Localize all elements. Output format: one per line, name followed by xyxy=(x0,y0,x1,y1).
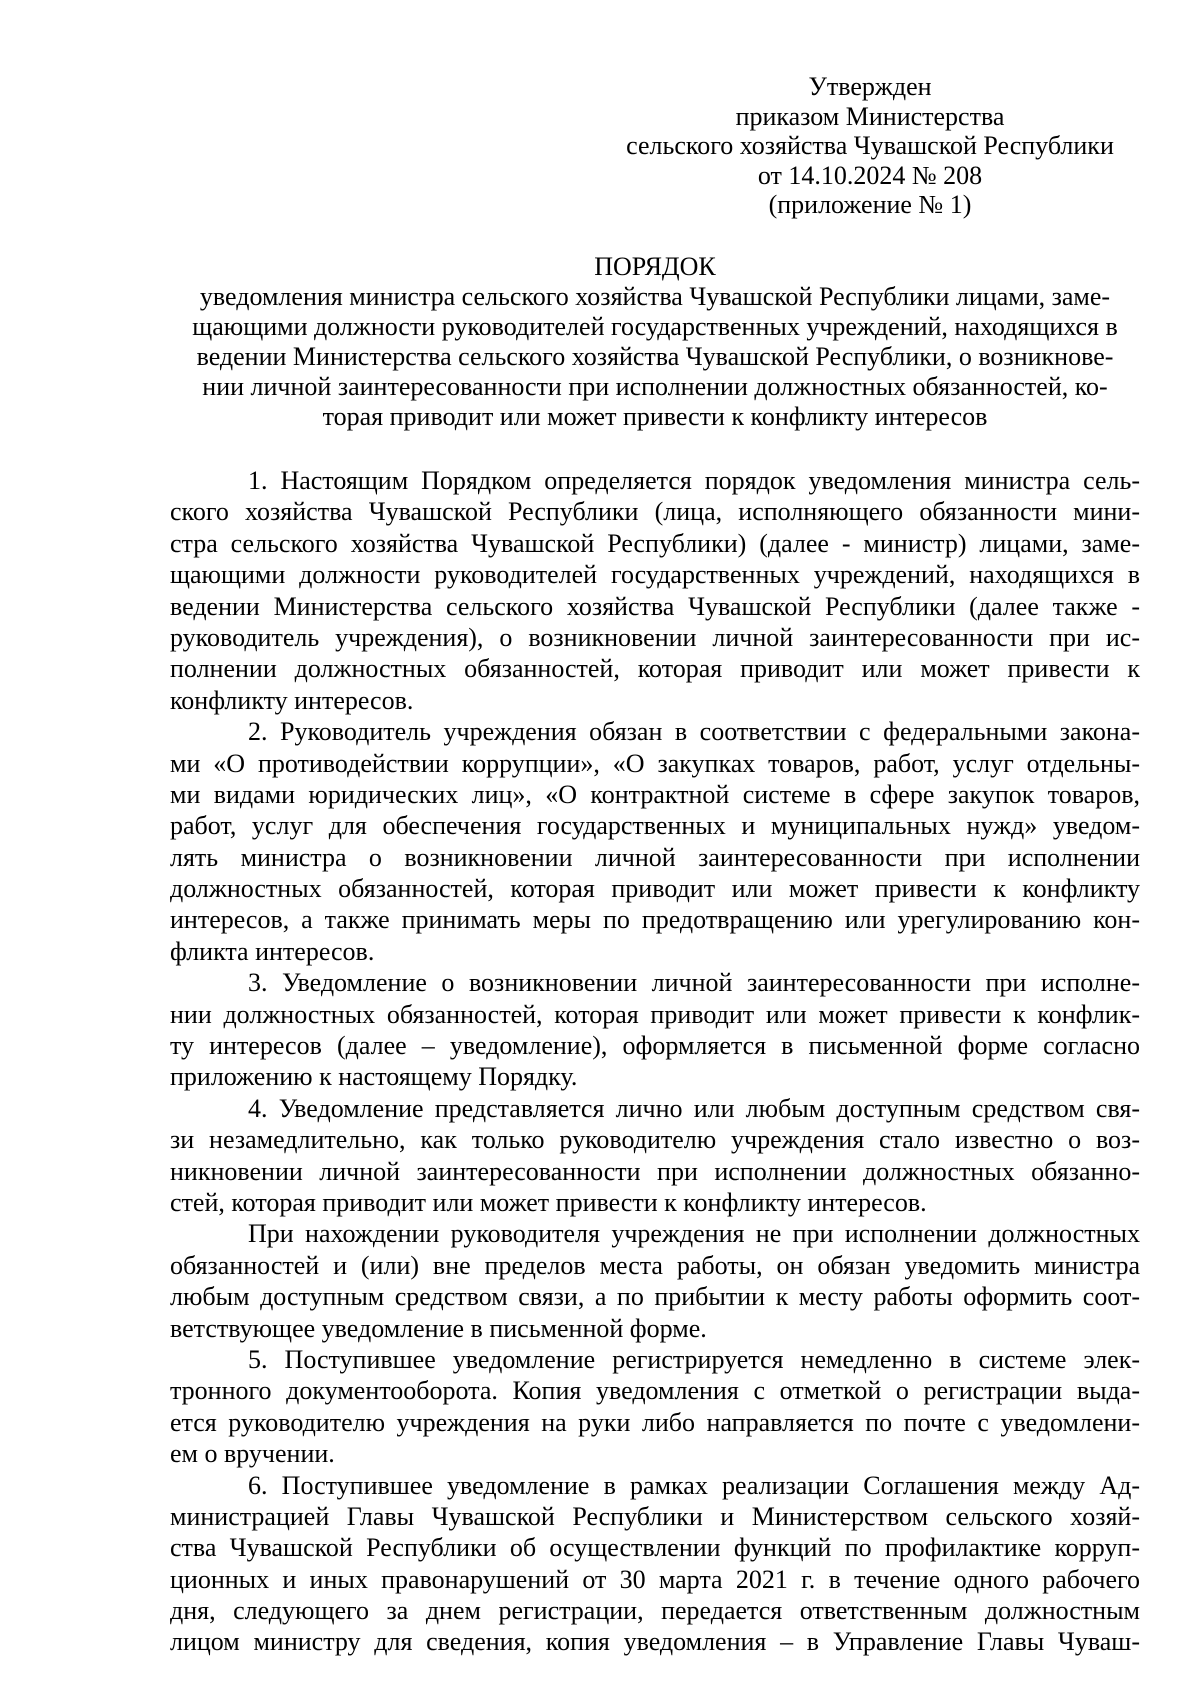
text-line: При нахождении руководителя учреждения не при исполнении должностных xyxy=(248,1219,1140,1249)
text-line: любым доступным средством связи, а по прибытии к месту работы оформить соот- xyxy=(170,1282,1140,1312)
text-line: 6. Поступившее уведомление в рамках реализации Соглашения между Ад- xyxy=(248,1470,1140,1500)
approval-line: приказом Министерства xyxy=(735,101,1005,131)
text-line: должностных обязанностей, которая приводит или может привести к конфликту xyxy=(170,874,1140,904)
text-line: тронного документооборота. Копия уведомления с отметкой о регистрации выда- xyxy=(170,1376,1140,1406)
title-line: уведомления министра сельского хозяйства Чувашской Республики лицами, заме- xyxy=(199,282,1111,311)
text-line: интересов, а также принимать меры по предотвращению или урегулированию кон- xyxy=(170,905,1140,935)
document-body xyxy=(170,465,1140,1658)
text-line: министрацией Главы Чувашской Республики и Министерством сельского хозяй- xyxy=(170,1501,1140,1531)
paragraph-4 xyxy=(170,1093,1140,1219)
title-line: торая приводит или может привести к конфликту интересов xyxy=(322,402,988,431)
text-line: работ, услуг для обеспечения государственных и муниципальных нужд» уведом- xyxy=(170,811,1140,841)
paragraph-4-continued xyxy=(170,1218,1140,1344)
text-line: ем о вручении. xyxy=(170,1439,335,1469)
text-line: полнении должностных обязанностей, которая приводит или может привести к xyxy=(170,654,1140,684)
text-line: 4. Уведомление представляется лично или любым доступным средством свя- xyxy=(248,1093,1140,1123)
approval-line: от 14.10.2024 № 208 xyxy=(757,160,983,190)
title-line: ведении Министерства сельского хозяйства Чувашской Республики, о возникнове- xyxy=(196,342,1114,371)
title-heading: ПОРЯДОК xyxy=(594,252,716,281)
paragraph-3 xyxy=(170,967,1140,1093)
text-line: ционных и иных правонарушений от 30 марта 2021 г. в течение одного рабочего xyxy=(170,1564,1140,1594)
document-title xyxy=(170,252,1140,432)
text-line: лять министра о возникновении личной заинтересованности при исполнении xyxy=(170,842,1140,872)
paragraph-6 xyxy=(170,1470,1140,1658)
text-line: фликта интересов. xyxy=(170,936,375,966)
text-line: нии должностных обязанностей, которая приводит или может привести к конфлик- xyxy=(170,999,1140,1029)
text-line: ведении Министерства сельского хозяйства Чувашской Республики (далее также - xyxy=(170,591,1140,621)
text-line: ского хозяйства Чувашской Республики (лица, исполняющего обязанности мини- xyxy=(170,497,1140,527)
text-line: 1. Настоящим Порядком определяется порядок уведомления министра сель- xyxy=(248,466,1140,495)
paragraph-2 xyxy=(170,716,1140,967)
paragraph-5 xyxy=(170,1344,1140,1470)
text-line: дня, следующего за днем регистрации, передается ответственным должностным xyxy=(170,1596,1140,1626)
title-line: нии личной заинтересованности при исполнении должностных обязанностей, ко- xyxy=(202,372,1108,401)
text-line: зи незамедлительно, как только руководителю учреждения стало известно о воз- xyxy=(170,1125,1140,1155)
approval-stamp xyxy=(600,72,1140,220)
text-line: ется руководителю учреждения на руки либо направляется по почте с уведомлени- xyxy=(170,1407,1140,1437)
text-line: 3. Уведомление о возникновении личной заинтересованности при исполне- xyxy=(248,968,1140,998)
text-line: 5. Поступившее уведомление регистрируется немедленно в системе элек- xyxy=(248,1344,1140,1374)
approval-line: Утвержден xyxy=(808,72,932,101)
approval-line: сельского хозяйства Чувашской Республики xyxy=(626,131,1114,160)
paragraph-1 xyxy=(170,465,1140,716)
text-line: щающими должности руководителей государственных учреждений, находящихся в xyxy=(170,560,1140,590)
text-line: ветствующее уведомление в письменной форме. xyxy=(170,1313,707,1343)
text-line: 2. Руководитель учреждения обязан в соответствии с федеральными закона- xyxy=(248,717,1140,747)
text-line: лицом министру для сведения, копия уведомления – в Управление Главы Чуваш- xyxy=(170,1627,1140,1657)
text-line: ми видами юридических лиц», «О контрактной системе в сфере закупок товаров, xyxy=(170,779,1140,809)
text-line: руководитель учреждения), о возникновении личной заинтересованности при ис- xyxy=(170,622,1140,652)
text-line: обязанностей и (или) вне пределов места работы, он обязан уведомить министра xyxy=(170,1250,1140,1280)
title-line: щающими должности руководителей государственных учреждений, находящихся в xyxy=(192,312,1118,341)
text-line: ми «О противодействии коррупции», «О закупках товаров, работ, услуг отдельны- xyxy=(170,748,1140,778)
approval-line: (приложение № 1) xyxy=(768,190,972,219)
text-line: стей, которая приводит или может привести к конфликту интересов. xyxy=(170,1187,927,1217)
text-line: конфликту интересов. xyxy=(170,685,414,715)
text-line: никновении личной заинтересованности при исполнении должностных обязанно- xyxy=(170,1156,1140,1186)
text-line: стра сельского хозяйства Чувашской Республики) (далее - министр) лицами, заме- xyxy=(170,528,1140,558)
text-line: ства Чувашской Республики об осуществлении функций по профилактике корруп- xyxy=(170,1533,1140,1563)
text-line: приложению к настоящему Порядку. xyxy=(170,1062,578,1092)
text-line: ту интересов (далее – уведомление), оформляется в письменной форме согласно xyxy=(170,1031,1140,1061)
